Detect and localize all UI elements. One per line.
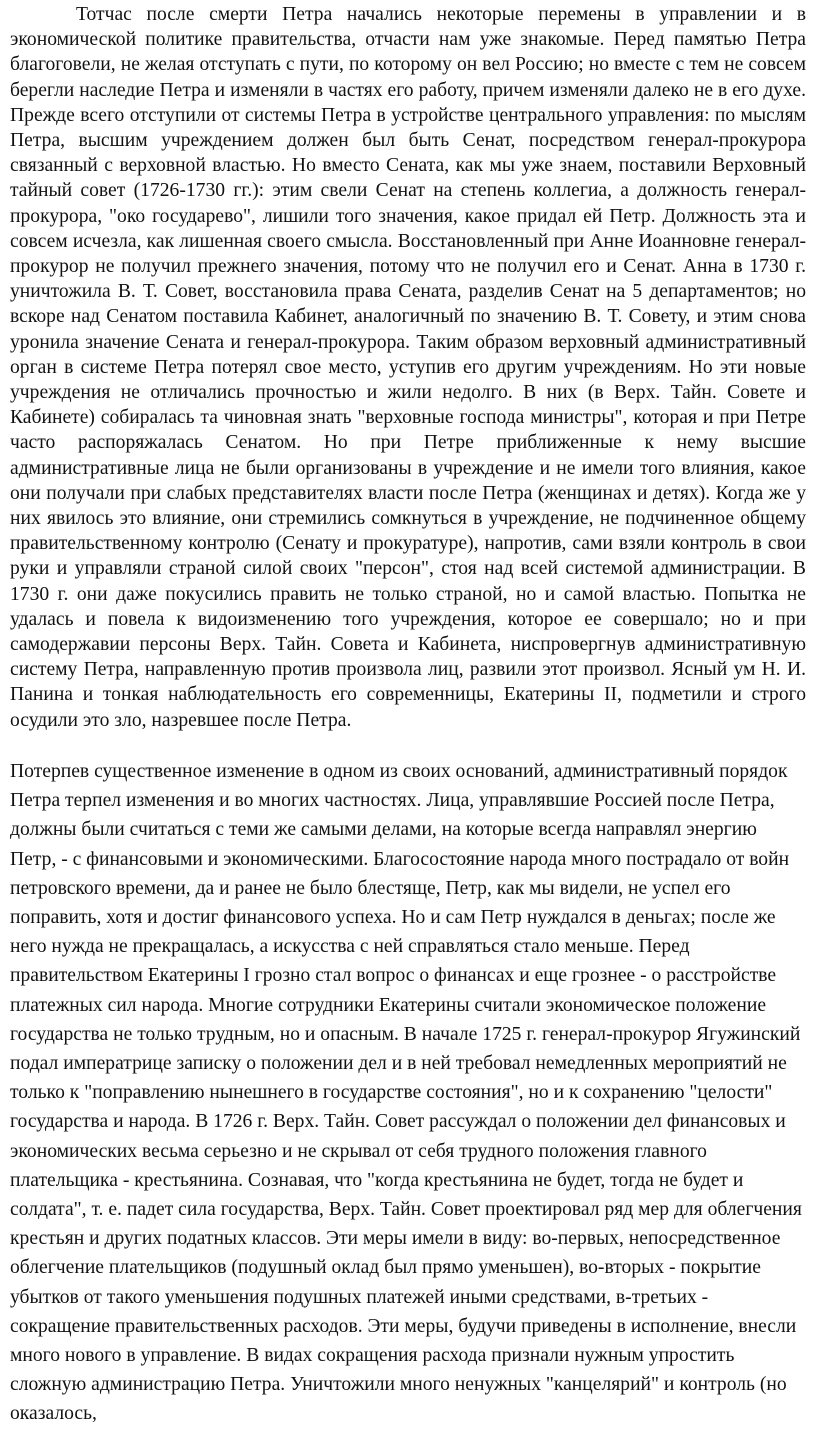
- paragraph-1: Тотчас после смерти Петра начались некоторые перемены в управлении и в экономической политике правительства, отчасти нам уже знакомые. Перед памятью Петра благоговели, не желая отступать с пути, по которому он вел Россию; но вместе с тем не совсем берегли наследие Петра и изменяли в частях его работу, причем изменяли далеко не в его духе. Прежде всего отступили от системы Петра в устройстве центрального управления: по мыслям Петра, высшим учреждением должен был быть Сенат, посредством генерал-прокурора связанный с верховной властью. Но вместо Сената, как мы уже знаем, поставили Верховный тайный совет (1726-1730 гг.): этим свели Сенат на степень коллегиа, а должность генерал-прокурора, "око государево", лишили того значения, какое придал ей Петр. Должность эта и совсем исчезла, как лишенная своего смысла. Восстановленный при Анне Иоанновне генерал-прокурор не получил прежнего значения, потому что не получил его и Сенат. Анна в 1730 г. уничтожила В. Т. Совет, восстановила права Сената, разделив Сенат на 5 департаментов; но вскоре над Сенатом поставила Кабинет, аналогичный по значению В. Т. Совету, и этим снова уронила значение Сената и генерал-прокурора. Таким образом верховный административный орган в системе Петра потерял свое место, уступив его другим учреждениям. Но эти новые учреждения не отличались прочностью и жили недолго. В них (в Верх. Тайн. Совете и Кабинете) собиралась та чиновная знать "верховные господа министры", которая и при Петре часто распоряжалась Сенатом. Но при Петре приближенные к нему высшие административные лица не были организованы в учреждение и не имели того влияния, какое они получали при слабых представителях власти после Петра (женщинах и детях). Когда же у них явилось это влияние, они стремились сомкнуться в учреждение, не подчиненное общему правительственному контролю (Сенату и прокуратуре), напротив, сами взяли контроль в свои руки и управляли страной силой своих "персон", стоя над всей системой администрации. В 1730 г. они даже покусились править не только страной, но и самой властью. Попытка не удалась и повела к видоизменению того учреждения, которое ее совершало; но и при самодержавии персоны Верх. Тайн. Совета и Кабинета, ниспровергнув административную систему Петра, направленную против произвола лиц, развили этот произвол. Ясный ум Н. И. Панина и тонкая наблюдательность его современницы, Екатерины II, подметили и строго осудили это зло, назревшее после Петра.: [10, 4, 806, 731]
- paragraph-2: Потерпев существенное изменение в одном из своих оснований, административный порядок Петра терпел изменения и во многих частностях. Лица, управлявшие Россией после Петра, должны были считаться с теми же самыми делами, на которые всегда направлял энергию Петр, - с финансовыми и экономическими. Благосостояние народа много пострадало от войн петровского времени, да и ранее не было блестяще, Петр, как мы видели, не успел его поправить, хотя и достиг финансового успеха. Но и сам Петр нуждался в деньгах; после же него нужда не прекращалась, а искусства с ней справляться стало меньше. Перед правительством Екатерины I грозно стал вопрос о финансах и еще грознее - о расстройстве платежных сил народа. Многие сотрудники Екатерины считали экономическое положение государства не только трудным, но и опасным. В начале 1725 г. генерал-прокурор Ягужинский подал императрице записку о положении дел и в ней требовал немедленных мероприятий не только к "поправлению нынешнего в государстве состояния", но и к сохранению "целости" государства и народа. В 1726 г. Верх. Тайн. Совет рассуждал о положении дел финансовых и экономических весьма серьезно и не скрывал от себя трудного положения главного плательщика - крестьянина. Сознавая, что "когда крестьянина не будет, тогда не будет и солдата", т. е. падет сила государства, Верх. Тайн. Совет проектировал ряд мер для облегчения крестьян и других податных классов. Эти меры имели в виду: во-первых, непосредственное облегчение плательщиков (подушный оклад был прямо уменьшен), во-вторых - покрытие убытков от такого уменьшения подушных платежей иными средствами, в-третьих - сокращение правительственных расходов. Эти меры, будучи приведены в исполнение, внесли много нового в управление. В видах сокращения расхода признали нужным упростить сложную администрацию Петра. Уничтожили много ненужных "канцелярий" и контроль (но оказалось,: [10, 760, 802, 1425]
